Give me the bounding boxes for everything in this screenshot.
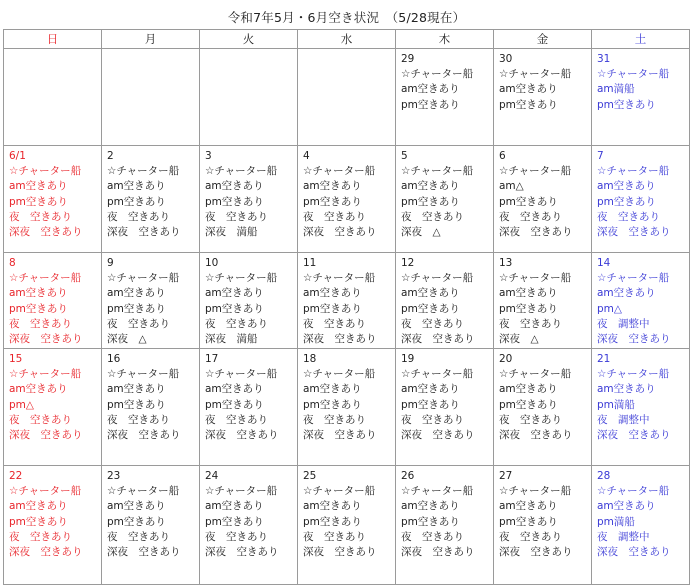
availability-line: 夜 調整中 [597,530,650,543]
availability-line: pm空きあり [401,302,460,315]
day-cell [200,253,298,349]
availability-line: 深夜 空きあり [9,429,83,442]
availability-line: 夜 空きあり [499,317,562,330]
availability-line: 夜 空きあり [303,210,366,223]
availability-line: 深夜 空きあり [9,226,83,239]
availability-line: 夜 空きあり [9,210,72,223]
availability-line: pm空きあり [303,398,362,411]
availability-line: 夜 空きあり [401,413,464,426]
page-title: 令和7年5月・6月空き状況 （5/28現在） [227,10,466,25]
day-number: 17 [205,353,219,365]
day-number: 21 [597,353,611,365]
availability-line: 夜 空きあり [499,210,562,223]
weekday-header-tue: 火 [200,30,298,49]
day-cell [298,146,396,253]
availability-line: ☆チャーター船 [401,68,474,81]
day-content [396,253,493,347]
day-number: 10 [205,257,219,269]
availability-line: 深夜 空きあり [597,546,671,559]
availability-line: am空きあり [401,383,460,396]
availability-line: pm空きあり [205,398,264,411]
day-content [494,349,591,443]
availability-line: pm満船 [597,398,635,411]
availability-line: ☆チャーター船 [597,165,670,178]
day-number: 29 [401,53,415,65]
availability-line: 深夜 空きあり [499,429,573,442]
day-number: 27 [499,470,513,482]
day-content [494,49,591,113]
day-cell [102,466,200,585]
day-number: 2 [107,150,114,162]
availability-line: am満船 [597,83,635,96]
day-content [592,253,689,347]
day-cell [102,253,200,349]
availability-line: 夜 空きあり [499,413,562,426]
availability-line: am空きあり [401,500,460,513]
day-cell [298,349,396,466]
day-content [592,349,689,443]
day-cell [298,466,396,585]
day-cell [4,349,102,466]
availability-line: pm満船 [597,515,635,528]
weekday-header-sat: 土 [592,30,690,49]
week-row [4,49,690,146]
availability-line: ☆チャーター船 [9,165,82,178]
availability-line: ☆チャーター船 [597,368,670,381]
day-cell [592,466,690,585]
availability-line: 夜 調整中 [597,413,650,426]
availability-line: 深夜 空きあり [9,333,83,346]
availability-line: 夜 空きあり [205,530,268,543]
day-content [298,253,395,347]
day-cell [592,49,690,146]
availability-line: ☆チャーター船 [9,368,82,381]
availability-line: 深夜 △ [499,333,539,346]
day-content [396,349,493,443]
availability-line: ☆チャーター船 [499,165,572,178]
availability-line: 夜 空きあり [401,210,464,223]
day-cell [102,349,200,466]
availability-line: pm空きあり [499,398,558,411]
availability-line: am空きあり [597,287,656,300]
availability-line: pm△ [9,398,34,411]
availability-line: ☆チャーター船 [107,485,180,498]
availability-line: 深夜 空きあり [597,226,671,239]
availability-line: pm空きあり [205,195,264,208]
availability-line: am空きあり [597,180,656,193]
day-content [396,466,493,560]
availability-line: 深夜 空きあり [9,546,83,559]
availability-line: 深夜 空きあり [303,429,377,442]
day-cell [592,146,690,253]
availability-line: pm空きあり [107,515,166,528]
availability-line: am空きあり [597,383,656,396]
day-content [298,146,395,240]
availability-line: 夜 調整中 [597,317,650,330]
availability-line: pm空きあり [107,302,166,315]
availability-line: ☆チャーター船 [107,165,180,178]
availability-line: ☆チャーター船 [499,68,572,81]
availability-line: 夜 空きあり [9,530,72,543]
availability-line: ☆チャーター船 [401,368,474,381]
day-cell [4,253,102,349]
availability-line: am空きあり [9,383,68,396]
day-content [298,349,395,443]
day-number: 5 [401,150,408,162]
day-number: 30 [499,53,513,65]
day-cell [592,349,690,466]
availability-line: ☆チャーター船 [499,368,572,381]
availability-line: pm空きあり [107,195,166,208]
day-number: 8 [9,257,16,269]
availability-line: am空きあり [205,500,264,513]
day-number: 13 [499,257,513,269]
day-content [494,146,591,240]
availability-line: 深夜 空きあり [597,333,671,346]
weekday-header-fri: 金 [494,30,592,49]
day-number: 9 [107,257,114,269]
day-content [102,146,199,240]
day-content [592,146,689,240]
availability-line: 夜 空きあり [303,413,366,426]
availability-line: pm空きあり [107,398,166,411]
day-content [4,466,101,560]
day-content [102,253,199,347]
availability-line: am空きあり [303,500,362,513]
day-number: 6/1 [9,150,26,162]
day-cell [102,146,200,253]
availability-line: pm△ [597,302,622,315]
availability-line: am空きあり [107,500,166,513]
day-cell [102,49,200,146]
day-number: 23 [107,470,121,482]
day-number: 4 [303,150,310,162]
availability-line: am空きあり [107,383,166,396]
availability-line: 夜 空きあり [205,210,268,223]
day-cell [494,349,592,466]
availability-line: ☆チャーター船 [205,368,278,381]
day-cell [200,349,298,466]
availability-line: 深夜 空きあり [303,226,377,239]
availability-line: pm空きあり [303,195,362,208]
availability-line: pm空きあり [205,515,264,528]
availability-line: 深夜 空きあり [205,429,279,442]
day-number: 25 [303,470,317,482]
week-row [4,253,690,349]
day-content [102,349,199,443]
availability-line: ☆チャーター船 [205,272,278,285]
day-cell [494,146,592,253]
availability-line: am空きあり [107,287,166,300]
day-number: 11 [303,257,317,269]
availability-line: ☆チャーター船 [499,485,572,498]
day-number: 7 [597,150,604,162]
day-content [200,349,297,443]
availability-line: 夜 空きあり [597,210,660,223]
availability-line: ☆チャーター船 [597,485,670,498]
availability-line: 夜 空きあり [303,530,366,543]
availability-line: 深夜 △ [401,226,441,239]
day-number: 24 [205,470,219,482]
availability-line: ☆チャーター船 [9,485,82,498]
day-content [4,49,101,52]
weekday-header-sun: 日 [4,30,102,49]
availability-line: am空きあり [303,180,362,193]
availability-line: pm空きあり [401,398,460,411]
day-cell [200,146,298,253]
availability-line: 夜 空きあり [107,413,170,426]
weekday-header-thu: 木 [396,30,494,49]
availability-line: 深夜 満船 [205,333,258,346]
availability-line: 深夜 空きあり [303,546,377,559]
day-content [200,466,297,560]
day-content [4,253,101,347]
availability-line: ☆チャーター船 [597,272,670,285]
availability-line: am空きあり [205,287,264,300]
availability-line: pm空きあり [597,195,656,208]
day-cell [494,49,592,146]
day-content [200,146,297,240]
availability-line: 深夜 空きあり [205,546,279,559]
availability-line: 深夜 空きあり [401,546,475,559]
week-row [4,466,690,585]
day-content [494,253,591,347]
availability-line: 深夜 空きあり [499,546,573,559]
week-row [4,146,690,253]
weekday-header-wed: 水 [298,30,396,49]
availability-line: 夜 空きあり [205,413,268,426]
availability-line: am空きあり [401,83,460,96]
day-cell [4,146,102,253]
day-content [592,49,689,113]
availability-line: ☆チャーター船 [303,485,376,498]
availability-line: am空きあり [205,180,264,193]
day-cell [200,466,298,585]
availability-line: ☆チャーター船 [303,165,376,178]
day-number: 6 [499,150,506,162]
availability-line: pm空きあり [499,98,558,111]
weekday-header-row [4,30,690,49]
availability-line: 夜 空きあり [205,317,268,330]
availability-line: ☆チャーター船 [597,68,670,81]
availability-line: am空きあり [499,83,558,96]
availability-line: 深夜 満船 [205,226,258,239]
availability-line: am空きあり [9,180,68,193]
availability-line: pm空きあり [499,515,558,528]
availability-line: 夜 空きあり [499,530,562,543]
availability-line: pm空きあり [9,195,68,208]
availability-calendar [3,29,690,585]
availability-line: am空きあり [499,500,558,513]
day-content [4,349,101,443]
availability-line: 深夜 空きあり [597,429,671,442]
day-content [200,49,297,52]
day-number: 12 [401,257,415,269]
availability-line: am空きあり [499,287,558,300]
availability-line: pm空きあり [303,302,362,315]
availability-line: 深夜 空きあり [401,429,475,442]
availability-line: 夜 空きあり [107,317,170,330]
availability-line: ☆チャーター船 [303,368,376,381]
availability-line: pm空きあり [401,98,460,111]
day-content [396,49,493,113]
availability-line: ☆チャーター船 [401,485,474,498]
day-content [298,49,395,52]
day-content [592,466,689,560]
day-number: 20 [499,353,513,365]
day-number: 14 [597,257,611,269]
availability-line: pm空きあり [401,195,460,208]
day-number: 22 [9,470,23,482]
day-cell [396,146,494,253]
availability-line: am空きあり [499,383,558,396]
availability-line: pm空きあり [401,515,460,528]
availability-line: ☆チャーター船 [107,272,180,285]
day-number: 3 [205,150,212,162]
day-cell [4,49,102,146]
availability-line: am空きあり [107,180,166,193]
availability-line: ☆チャーター船 [499,272,572,285]
availability-line: 夜 空きあり [9,317,72,330]
weekday-header-mon: 月 [102,30,200,49]
day-cell [396,466,494,585]
availability-line: ☆チャーター船 [9,272,82,285]
day-content [102,466,199,560]
day-number: 28 [597,470,611,482]
availability-line: ☆チャーター船 [303,272,376,285]
day-cell [396,253,494,349]
availability-line: 夜 空きあり [107,210,170,223]
day-content [298,466,395,560]
availability-line: 夜 空きあり [401,317,464,330]
day-cell [298,253,396,349]
day-cell [396,49,494,146]
day-cell [494,466,592,585]
availability-line: am空きあり [303,383,362,396]
week-row [4,349,690,466]
availability-line: ☆チャーター船 [401,165,474,178]
availability-line: 深夜 空きあり [303,333,377,346]
day-cell [200,49,298,146]
availability-line: pm空きあり [9,515,68,528]
availability-line: 夜 空きあり [303,317,366,330]
day-number: 19 [401,353,415,365]
day-content [102,49,199,52]
day-cell [4,466,102,585]
day-number: 26 [401,470,415,482]
availability-line: pm空きあり [9,302,68,315]
availability-line: am空きあり [401,180,460,193]
availability-line: 夜 空きあり [9,413,72,426]
availability-line: ☆チャーター船 [205,485,278,498]
availability-line: pm空きあり [597,98,656,111]
availability-line: ☆チャーター船 [205,165,278,178]
availability-line: am空きあり [597,500,656,513]
day-cell [396,349,494,466]
day-number: 16 [107,353,121,365]
availability-line: 深夜 空きあり [107,546,181,559]
availability-line: 深夜 空きあり [499,226,573,239]
availability-line: 夜 空きあり [107,530,170,543]
day-content [4,146,101,240]
availability-line: am空きあり [205,383,264,396]
day-number: 18 [303,353,317,365]
availability-line: 夜 空きあり [401,530,464,543]
availability-line: pm空きあり [499,302,558,315]
availability-line: ☆チャーター船 [401,272,474,285]
availability-line: am空きあり [9,500,68,513]
availability-line: am空きあり [9,287,68,300]
day-content [200,253,297,347]
availability-line: am空きあり [401,287,460,300]
day-content [396,146,493,240]
day-cell [592,253,690,349]
day-cell [494,253,592,349]
availability-line: am△ [499,180,524,193]
availability-line: 深夜 △ [107,333,147,346]
availability-line: 深夜 空きあり [107,226,181,239]
availability-line: pm空きあり [205,302,264,315]
availability-line: am空きあり [303,287,362,300]
availability-line: pm空きあり [499,195,558,208]
day-number: 15 [9,353,23,365]
day-content [494,466,591,560]
availability-line: ☆チャーター船 [107,368,180,381]
day-cell [298,49,396,146]
availability-line: pm空きあり [303,515,362,528]
availability-line: 深夜 空きあり [107,429,181,442]
availability-line: 深夜 空きあり [401,333,475,346]
day-number: 31 [597,53,611,65]
